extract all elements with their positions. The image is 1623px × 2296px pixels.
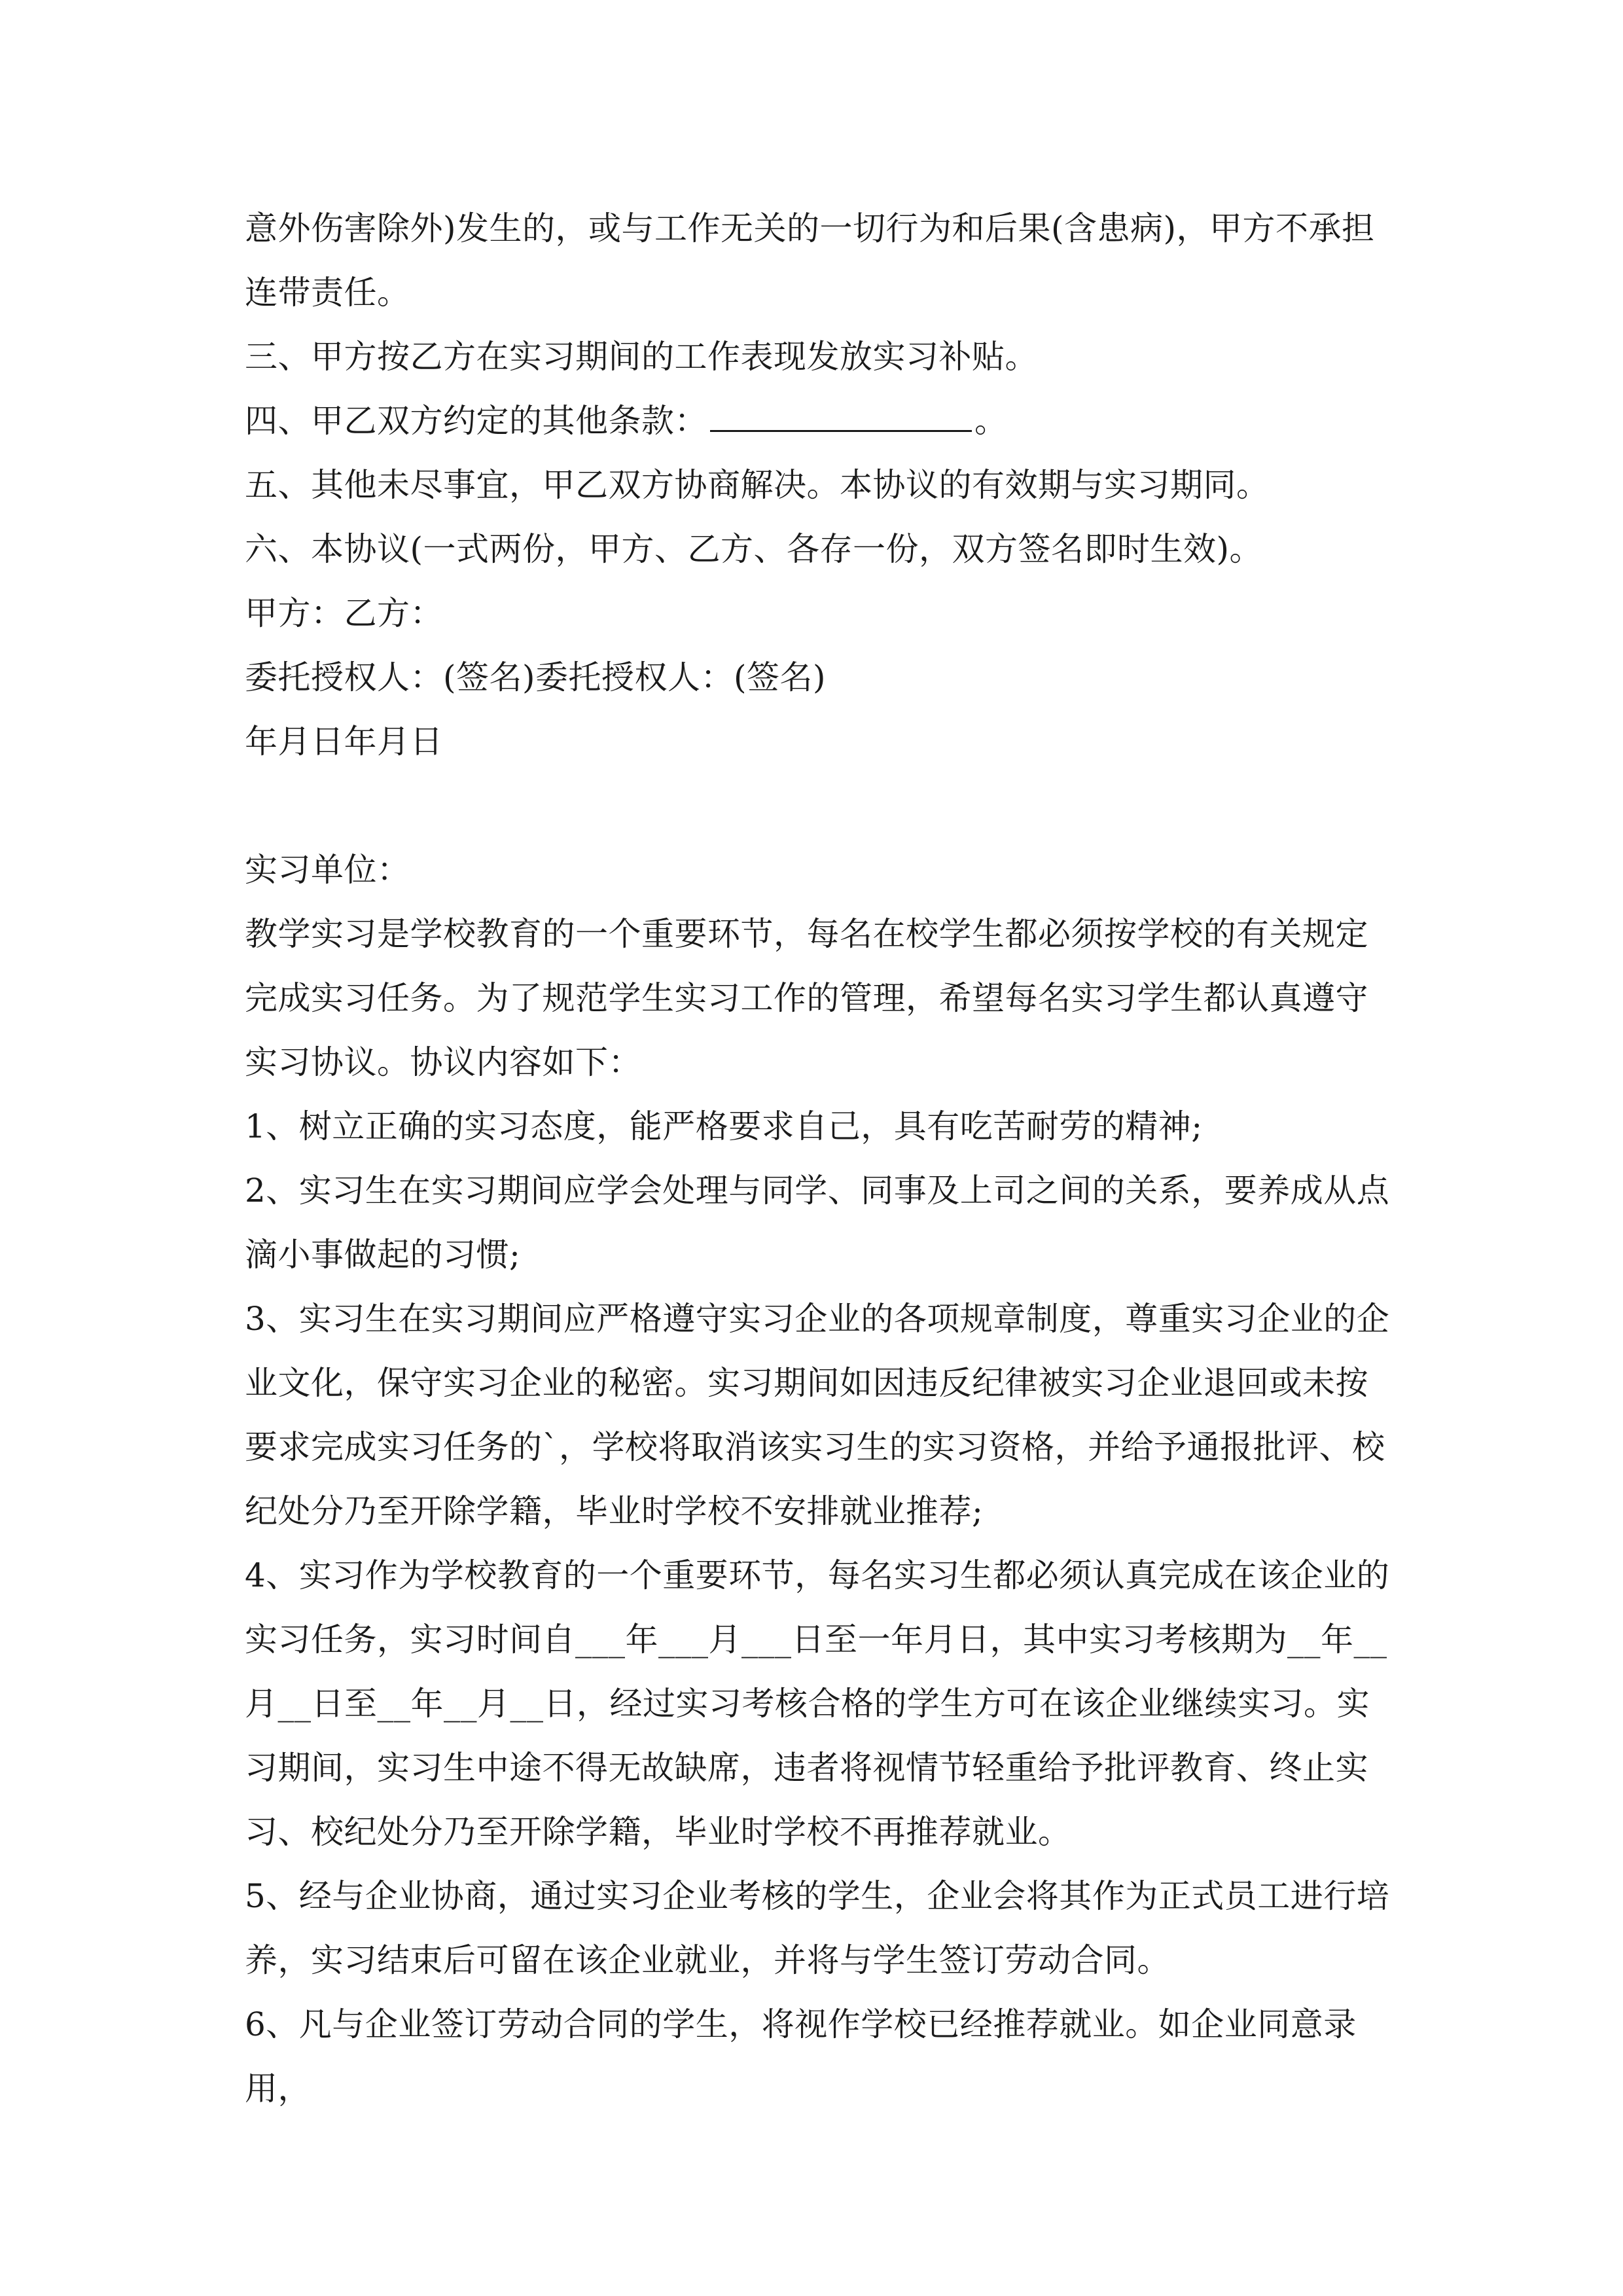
paragraph-item-5: 5、经与企业协商，通过实习企业考核的学生，企业会将其作为正式员工进行培养，实习结束后可留在该企业就业，并将与学生签订劳动合同。 [245, 1877, 1390, 1979]
paragraph-intro: 教学实习是学校教育的一个重要环节，每名在校学生都必须按学校的有关规定完成实习任务。为了规范学生实习工作的管理，希望每名实习学生都认真遵守实习协议。协议内容如下： [245, 915, 1368, 1081]
parties-line: 甲方：乙方： [245, 594, 443, 632]
blank-line [710, 393, 972, 432]
paragraph-clause-4 [245, 389, 1397, 453]
internship-agreement-section [245, 838, 1397, 2121]
internship-unit-line: 实习单位： [245, 851, 410, 889]
date-line: 年月日年月日 [245, 723, 443, 761]
signatories-line: 委托授权人：(签名)委托授权人：(签名) [245, 658, 827, 696]
clause-4-text: 四、甲乙双方约定的其他条款： [245, 402, 707, 440]
clause-4-end: 。 [974, 402, 1008, 440]
paragraph-liability: 意外伤害除外)发生的，或与工作无关的一切行为和后果(含患病)，甲方不承担连带责任。 [245, 209, 1375, 312]
paragraph-clause-5: 五、其他未尽事宜，甲乙双方协商解决。本协议的有效期与实习期同。 [245, 466, 1270, 504]
agreement-terms-section [245, 196, 1397, 774]
paragraph-item-2: 2、实习生在实习期间应学会处理与同学、同事及上司之间的关系，要养成从点滴小事做起的习惯; [245, 1172, 1390, 1274]
paragraph-clause-6: 六、本协议(一式两份，甲方、乙方、各存一份，双方签名即时生效)。 [245, 530, 1263, 568]
paragraph-item-6: 6、凡与企业签订劳动合同的学生，将视作学校已经推荐就业。如企业同意录用， [245, 2005, 1357, 2108]
paragraph-item-4: 4、实习作为学校教育的一个重要环节，每名实习生都必须认真完成在该企业的实习任务，实习时间自___年___月___日至一年月日，其中实习考核期为__年__月__日至__年__月__日，经过实习考核合格的学生方可在该企业继续实习。实习期间，实习生中途不得无故缺席，违者将视情节轻重给予批评教育、终止实习、校纪处分乃至开除学籍，毕业时学校不再推荐就业。 [245, 1556, 1390, 1851]
paragraph-item-3: 3、实习生在实习期间应严格遵守实习企业的各项规章制度，尊重实习企业的企业文化，保守实习企业的秘密。实习期间如因违反纪律被实习企业退回或未按要求完成实习任务的`，学校将取消该实习生的实习资格，并给予通报批评、校纪处分乃至开除学籍，毕业时学校不安排就业推荐; [245, 1300, 1390, 1530]
paragraph-item-1: 1、树立正确的实习态度，能严格要求自己，具有吃苦耐劳的精神; [245, 1107, 1203, 1145]
paragraph-clause-3: 三、甲方按乙方在实习期间的工作表现发放实习补贴。 [245, 338, 1038, 376]
